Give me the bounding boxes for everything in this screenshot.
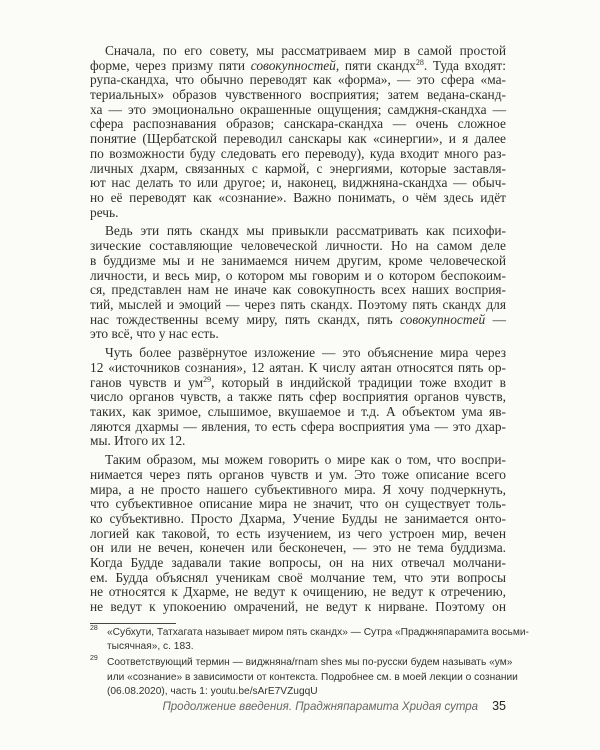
text-line: [90, 147, 506, 162]
text-line: [90, 556, 506, 571]
footnote-number: 28: [90, 625, 98, 632]
footnote-line: «Субхути, Татхагата называет миром пять скандх» — Сутра «Праджняпарамита восьми-: [107, 627, 529, 638]
text-run: Когда Будде задавали такие вопросы, он на них отвечал молчани-: [90, 554, 506, 570]
footnote-line: тысячная», с. 183.: [107, 641, 194, 653]
text-run: зические составляющие человеческой личности. Но на самом деле: [90, 238, 506, 254]
footnote-ref: 28: [415, 57, 424, 67]
text-line: [90, 298, 506, 313]
text-line: [90, 132, 506, 147]
text-line: [90, 269, 506, 284]
text-line: [90, 390, 506, 405]
text-run: по возможности буду следовать его переводу), куда входит много раз-: [90, 145, 506, 161]
page-number: 35: [492, 699, 506, 713]
footnote-number: 29: [90, 655, 98, 663]
text-run: 12 «источников сознания», 12 аятан. К числу аятан относятся пять ор-: [90, 359, 506, 375]
text-run: тий, мыслей и эмоций — через пять скандх. Поэтому пять скандх для: [90, 296, 506, 312]
text-run: ганов чувств и ум: [90, 374, 204, 390]
text-line: [90, 191, 506, 206]
text-line: [90, 585, 506, 600]
text-run: речь.: [90, 204, 119, 220]
text-line: [90, 162, 506, 177]
text-line: [90, 483, 506, 498]
text-line: [90, 283, 506, 298]
text-run: что субъективное описание мира не значит, что он существует толь-: [90, 496, 506, 512]
text-line: [90, 600, 506, 615]
text-line: [90, 73, 506, 88]
text-run: . Туда входят:: [423, 57, 506, 73]
text-run: —: [485, 311, 506, 327]
footnotes: [90, 625, 529, 701]
text-line: [90, 239, 506, 254]
text-line: [90, 103, 506, 118]
text-run: мы. Итого их 12.: [90, 433, 186, 449]
text-run: Таким образом, мы можем говорить о мире как о том, что воспри-: [105, 452, 506, 468]
text-line: [90, 361, 506, 376]
text-line: [90, 117, 506, 132]
paragraph: [90, 44, 506, 220]
text-line: [90, 571, 506, 586]
footnote-line: (06.08.2020), часть 1: youtu.be/sArE7VZugqU: [107, 685, 318, 697]
text-run: ляются дхармы — явления, то есть сфера восприятия ума — это дхар-: [90, 418, 506, 434]
text-run: ха — это эмоционально окрашенные ощущения; самджня-скандха —: [90, 101, 506, 117]
paragraph: [90, 453, 506, 615]
footnote-divider: [90, 623, 176, 624]
paragraph: [90, 346, 506, 449]
text-run: Ведь эти пять скандх мы привыкли рассматривать как психофи-: [105, 223, 506, 239]
text-line: [90, 224, 506, 239]
body-text: [90, 44, 506, 615]
footnote-line: Соответствующий термин — виджняна/rnam shes мы по-русски будем называть «ум»: [107, 657, 513, 669]
text-run: териальных» образов чувственного восприятия; затем ведана-сканд-: [90, 87, 506, 103]
text-run: нас тождественны всему миру, пять скандх, пять: [90, 311, 401, 327]
text-line: [90, 405, 506, 420]
paragraph: [90, 224, 506, 342]
text-line: [90, 254, 506, 269]
text-line: [90, 453, 506, 468]
text-run: личности, и весь мир, о котором мы говорим и о котором беспокоим-: [90, 267, 506, 283]
text-run: не относятся к Дхарме, не ведут к очищению, не ведут к отречению,: [90, 584, 506, 600]
text-run: логией как таковой, то есть изучением, из чего устроен мир, вечен: [90, 525, 506, 541]
text-run: ют нас делать то или другое; и, наконец, виджняна-скандха — обыч-: [90, 175, 506, 191]
text-line: [90, 512, 506, 527]
italic-term: совокупностей: [250, 57, 336, 73]
text-run: сфера распознавания образов; санскара-скандха — очень сложное: [90, 116, 506, 132]
italic-term: совокупностей: [400, 311, 486, 327]
text-run: рупа-скандха, что обычно переводят как «форма», — это сфера «ма-: [90, 72, 506, 88]
text-run: ся, представлен нам не иначе как совокупность всех наших восприя-: [90, 282, 506, 298]
text-run: мира, а не просто нашего субъективного мира. Я хочу подчеркнуть,: [90, 481, 506, 497]
text-run: нимается через пять органов чувств и ум. Это тоже описание всего: [90, 466, 506, 482]
text-line: [90, 44, 506, 59]
text-run: личных дхарм, связанных с кармой, с энергиями, которые заставля-: [90, 160, 506, 176]
footnote: [90, 655, 518, 699]
text-run: он или не вечен, конечен или бесконечен, — это не тема буддизма.: [90, 540, 506, 556]
text-run: понятие (Щербатской переводил санскары как «синергии», и я далее: [90, 131, 506, 147]
text-line: [90, 541, 506, 556]
text-run: не ведут к упокоению омрачений, не ведут к нирване. Поэтому он: [90, 599, 506, 614]
text-line: [90, 327, 506, 342]
text-run: ко субъективно. Просто Дхарма, Учение Будды не занимается онто-: [90, 510, 506, 526]
text-run: ем. Будда объяснял ученикам своё молчание тем, что эти вопросы: [90, 569, 506, 585]
footnote: [90, 625, 529, 654]
text-line: [90, 497, 506, 512]
text-line: [90, 206, 506, 221]
footnote-line: или «сознание» в зависимости от контекста. Подробнее см. в моей лекции о сознании: [107, 671, 518, 683]
text-run: число органов чувств, а также пять сфер восприятия органов чувств,: [90, 389, 506, 405]
text-run: , пяти скандх: [335, 57, 416, 73]
text-line: [90, 527, 506, 542]
text-line: [90, 176, 506, 191]
text-run: таких, как зримое, слышимое, вкушаемое и т.д. А объектом ума яв-: [90, 403, 506, 419]
text-run: форме, через призму пяти: [90, 57, 251, 73]
text-line: [90, 88, 506, 103]
footnote-ref: 29: [203, 374, 212, 384]
running-title: Продолжение введения. Праджняпарамита Хридая сутра: [162, 701, 479, 713]
text-run: Чуть более развёрнутое изложение — это объяснение мира через: [105, 345, 506, 361]
text-line: [90, 313, 506, 328]
text-run: это всё, что у нас есть.: [90, 326, 219, 342]
text-run: в буддизме мы и не занимаемся ничем другим, кроме человеческой: [90, 252, 506, 268]
text-line: [90, 346, 506, 361]
text-line: [90, 420, 506, 435]
text-line: [90, 59, 506, 74]
text-run: Сначала, по его совету, мы рассматриваем мир в самой простой: [105, 43, 506, 58]
page-footer: [90, 699, 506, 713]
text-line: [90, 376, 506, 391]
text-line: [90, 434, 506, 449]
text-run: но её переводят как «сознание». Важно понимать, о чём здесь идёт: [90, 189, 506, 205]
text-line: [90, 468, 506, 483]
text-run: , который в индийской традиции тоже входит в: [211, 374, 506, 390]
